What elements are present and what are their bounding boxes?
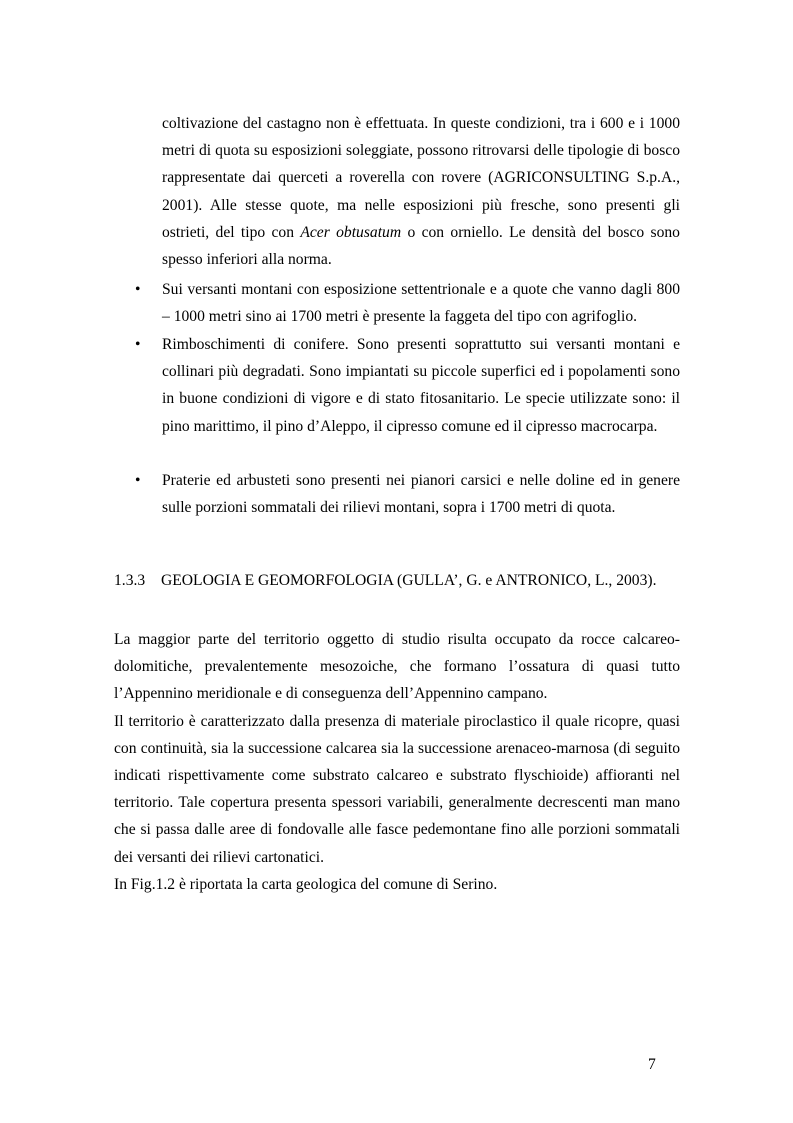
bullet-icon: • bbox=[135, 281, 141, 298]
continuation-text-before: coltivazione del castagno non è effettuata. In queste condizioni, tra i 600 e i 1000 metri di quota su esposizioni soleggiate, possono ritrovarsi delle tipologie di bosco rappresentate dai querceti a roverella con rovere (AGRICONSULTING S.p.A., 2001). Alle stesse quote, ma nelle esposizioni più fresche, sono presenti gli ostrieti, del tipo con bbox=[162, 115, 680, 241]
bullet-item-praterie bbox=[135, 467, 680, 521]
continuation-text-after: o con orniello. Le densità del bosco sono spesso inferiori alla norma. bbox=[162, 223, 680, 269]
bullet-icon: • bbox=[135, 472, 141, 489]
page-number: 7 bbox=[648, 1056, 656, 1073]
section-heading bbox=[114, 570, 684, 592]
bullet-icon: • bbox=[135, 336, 141, 353]
bullet-item-rimboschimenti bbox=[135, 331, 680, 440]
section-title: GEOLOGIA E GEOMORFOLOGIA (GULLA’, G. e ANTRONICO, L., 2003). bbox=[161, 572, 657, 589]
species-name-italic: Acer obtusatum bbox=[300, 223, 402, 241]
body-paragraph: In Fig.1.2 è riportata la carta geologica del comune di Serino. bbox=[114, 875, 498, 893]
bullet-text: Praterie ed arbusteti sono presenti nei pianori carsici e nelle doline ed in genere sulle porzioni sommatali dei rilievi montani, sopra i 1700 metri di quota. bbox=[162, 472, 680, 517]
bullet-item-faggeta bbox=[135, 276, 680, 330]
continuation-paragraph bbox=[162, 110, 680, 273]
bullet-text: Sui versanti montani con esposizione settentrionale e a quote che vanno dagli 800 – 1000 metri sino ai 1700 metri è presente la faggeta del tipo con agrifoglio. bbox=[162, 281, 680, 326]
body-paragraph: Il territorio è caratterizzato dalla presenza di materiale piroclastico il quale ricopre, quasi con continuità, sia la successione calcarea sia la successione arenaceo-marnosa (di seguito indicati rispettivamente come substrato calcareo e substrato flyschioide) affioranti nel territorio. Tale copertura presenta spessori variabili, generalmente decrescenti man mano che si passa dalle aree di fondovalle alle fasce pedemontane fino alle porzioni sommatali dei versanti dei rilievi cartonatici. bbox=[114, 712, 680, 866]
section-number: 1.3.3 bbox=[114, 572, 146, 589]
body-paragraph: La maggior parte del territorio oggetto di studio risulta occupato da rocce calcareo-dolomitiche, prevalentemente mesozoiche, che formano l’ossatura di quasi tutto l’Appennino meridionale e di conseguenza dell’Appennino campano. bbox=[114, 631, 680, 703]
bullet-text: Rimboschimenti di conifere. Sono presenti soprattutto sui versanti montani e collinari più degradati. Sono impiantati su piccole superfici ed i popolamenti sono in buone condizioni di vigore e di stato fitosanitario. Le specie utilizzate sono: il pino marittimo, il pino d’Aleppo, il cipresso comune ed il cipresso macrocarpa. bbox=[162, 336, 680, 435]
section-body bbox=[114, 626, 680, 898]
